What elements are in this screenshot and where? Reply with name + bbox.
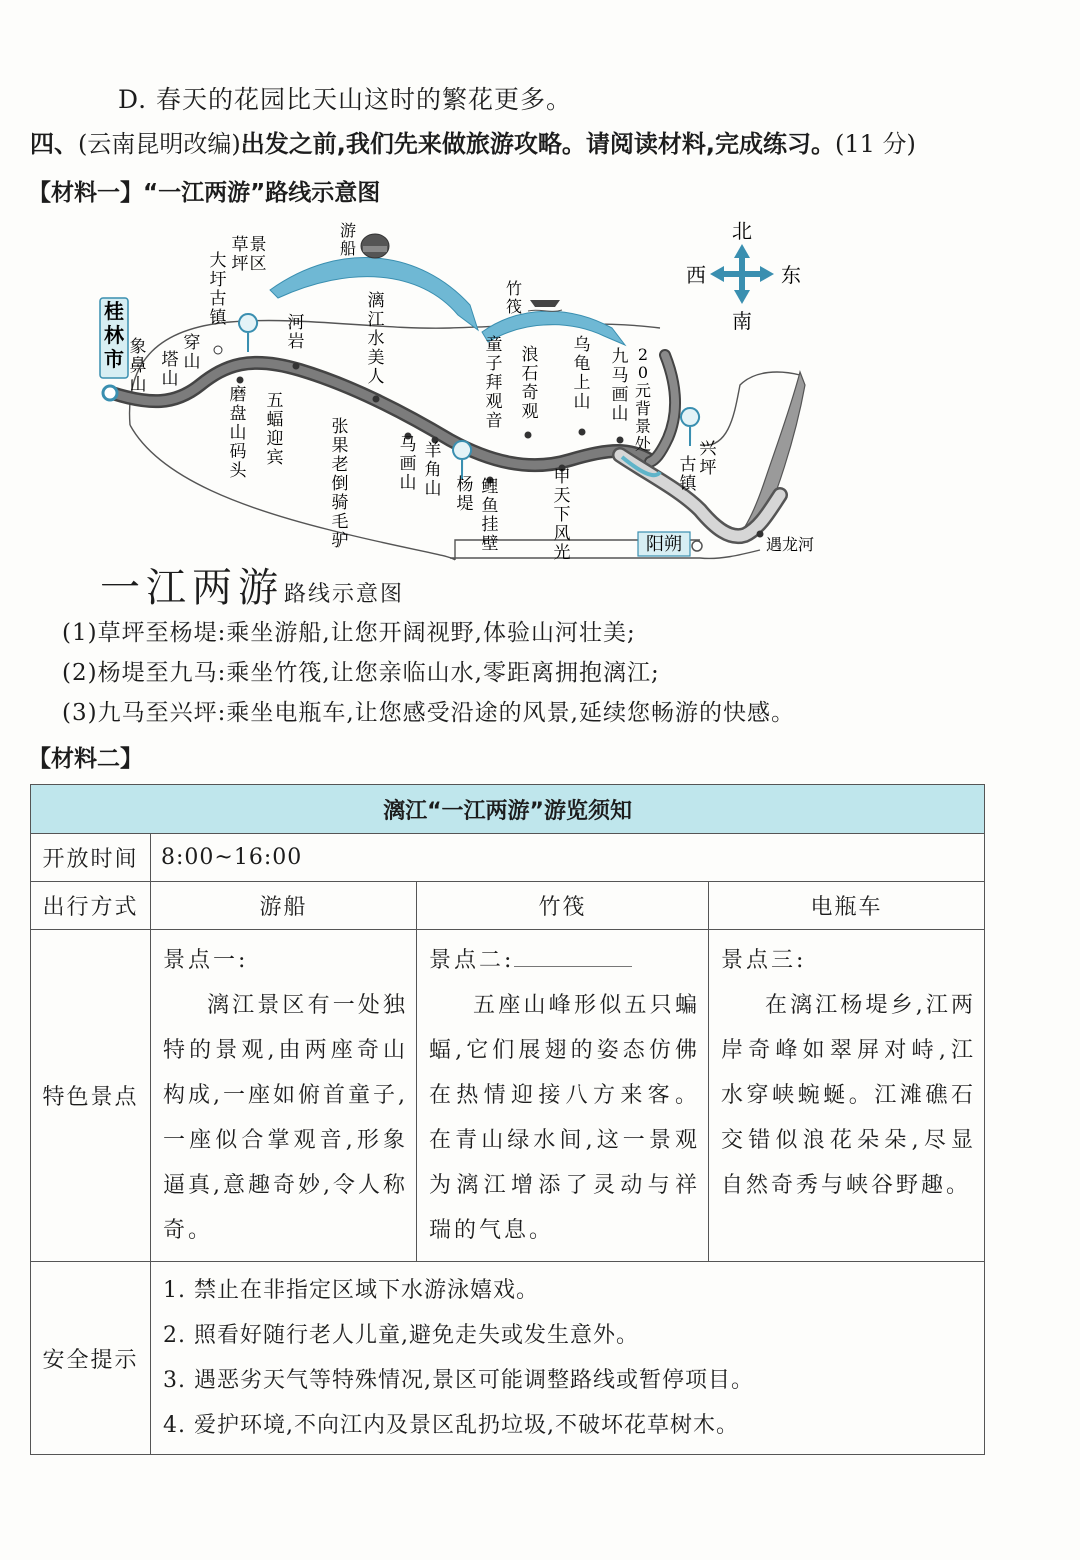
place-label: 漓江水美人 bbox=[367, 291, 385, 388]
boat-label: 游船 bbox=[339, 221, 357, 258]
safety-item: 4. 爱护环境,不向江内及景区乱扔垃圾,不破坏花草树木。 bbox=[163, 1413, 739, 1438]
spot-cell-1 bbox=[151, 930, 417, 1262]
safety-label: 安全提示 bbox=[31, 1262, 151, 1455]
place-label: 杨堤 bbox=[456, 475, 474, 515]
section-heading bbox=[30, 124, 916, 159]
safety-item: 3. 遇恶劣天气等特殊情况,景区可能调整路线或暂停项目。 bbox=[163, 1368, 754, 1393]
spot-title: 景点一: bbox=[163, 948, 249, 973]
safety-item: 2. 照看好随行老人儿童,避免走失或发生意外。 bbox=[163, 1323, 639, 1348]
place-label: 马画山 bbox=[399, 435, 417, 494]
place-label: 九马画山 bbox=[611, 347, 629, 425]
compass-east: 东 bbox=[781, 263, 801, 287]
place-label: 大圩古镇 bbox=[209, 251, 227, 329]
compass-icon bbox=[710, 244, 774, 304]
notice-table bbox=[30, 784, 985, 1455]
answer-blank[interactable] bbox=[514, 946, 632, 967]
spots-label: 特色景点 bbox=[31, 930, 151, 1262]
spot-body: 在漓江杨堤乡,江两岸奇峰如翠屏对峙,江水穿峡蜿蜒。江滩礁石交错似浪花朵朵,尽显自然奇秀与峡谷野趣。 bbox=[721, 993, 977, 1198]
route-map bbox=[0, 210, 1080, 610]
safety-list bbox=[151, 1262, 985, 1455]
map-title bbox=[100, 556, 404, 613]
option-d: D. 春天的花园比天山这时的繁花更多。 bbox=[118, 85, 573, 114]
open-time-value: 8:00~16:00 bbox=[151, 834, 985, 882]
mode-ecar: 电瓶车 bbox=[709, 882, 985, 930]
safety-item: 1. 禁止在非指定区域下水游泳嬉戏。 bbox=[163, 1278, 539, 1303]
map-title-big: 一江两游 bbox=[100, 565, 284, 611]
material-one-title: 【材料一】“一江两游”路线示意图 bbox=[28, 180, 381, 206]
place-label: 浪石奇观 bbox=[521, 345, 539, 423]
pin-icon bbox=[239, 314, 257, 352]
place-label: 草坪 bbox=[231, 235, 249, 275]
section-number: 四、 bbox=[30, 130, 78, 158]
table-header: 漓江“一江两游”游览须知 bbox=[31, 785, 985, 834]
place-label: 2 0 元背景处 bbox=[634, 345, 652, 454]
place-label: 鲤鱼挂壁 bbox=[481, 477, 499, 555]
raft-icon bbox=[528, 300, 562, 311]
place-label: 磨盘山码头 bbox=[229, 385, 247, 482]
place-label: 塔山 bbox=[161, 350, 179, 390]
end-town-label: 阳朔 bbox=[646, 534, 682, 555]
compass-west: 西 bbox=[686, 263, 706, 287]
place-label: 穿山 bbox=[183, 333, 201, 373]
section-instruction: 出发之前,我们先来做旅游攻略。请阅读材料,完成练习。 bbox=[240, 130, 835, 158]
spot-body: 五座山峰形似五只蝙蝠,它们展翅的姿态仿佛在热情迎接八方来客。在青山绿水间,这一景观为漓江增添了灵动与祥瑞的气息。 bbox=[429, 993, 700, 1243]
spot-title: 景点三: bbox=[721, 948, 807, 973]
compass-south: 南 bbox=[732, 309, 752, 333]
section-score: (11 分) bbox=[834, 130, 916, 158]
place-label: 五蝠迎宾 bbox=[266, 391, 284, 469]
start-city-label: 桂林市 bbox=[104, 299, 124, 371]
spot-cell-2 bbox=[417, 930, 709, 1262]
route-item-1: (1)草坪至杨堤:乘坐游船,让您开阔视野,体验山河壮美; bbox=[62, 620, 636, 646]
place-label: 羊角山 bbox=[424, 441, 442, 500]
map-title-small: 路线示意图 bbox=[284, 582, 405, 607]
ship-icon bbox=[361, 234, 389, 258]
place-label: 兴坪 bbox=[699, 439, 717, 479]
travel-mode-label: 出行方式 bbox=[31, 882, 151, 930]
spot-body: 漓江景区有一处独特的景观,由两座奇山构成,一座如俯首童子,一座似合掌观音,形象逼真,意趣奇妙,令人称奇。 bbox=[163, 993, 408, 1243]
place-label: 童子拜观音 bbox=[485, 335, 503, 432]
material-two-title: 【材料二】 bbox=[28, 746, 143, 772]
route-item-3: (3)九马至兴坪:乘坐电瓶车,让您感受沿途的风景,延续您畅游的快感。 bbox=[62, 700, 795, 726]
route-item-2: (2)杨堤至九马:乘坐竹筏,让您亲临山水,零距离拥抱漓江; bbox=[62, 660, 660, 686]
place-label: 乌龟上山 bbox=[573, 335, 591, 413]
place-label: 古镇 bbox=[679, 455, 697, 495]
pin-icon bbox=[681, 408, 699, 446]
spot-cell-3 bbox=[709, 930, 985, 1262]
section-source: (云南昆明改编) bbox=[78, 130, 241, 158]
mode-raft: 竹筏 bbox=[417, 882, 709, 930]
place-label: 象鼻山 bbox=[129, 337, 147, 396]
mode-boat: 游船 bbox=[151, 882, 417, 930]
raft-label: 竹筏 bbox=[505, 279, 523, 316]
place-label: 景区 bbox=[249, 235, 267, 275]
place-label: 遇龙河 bbox=[765, 535, 815, 554]
spot-title: 景点二: bbox=[429, 938, 700, 983]
pin-icon bbox=[453, 441, 471, 479]
place-label: 河岩 bbox=[287, 313, 305, 353]
compass-north: 北 bbox=[732, 219, 752, 243]
place-label: 张果老倒骑毛驴 bbox=[331, 417, 349, 552]
open-time-label: 开放时间 bbox=[31, 834, 151, 882]
place-label: 甲天下风光 bbox=[553, 467, 571, 564]
